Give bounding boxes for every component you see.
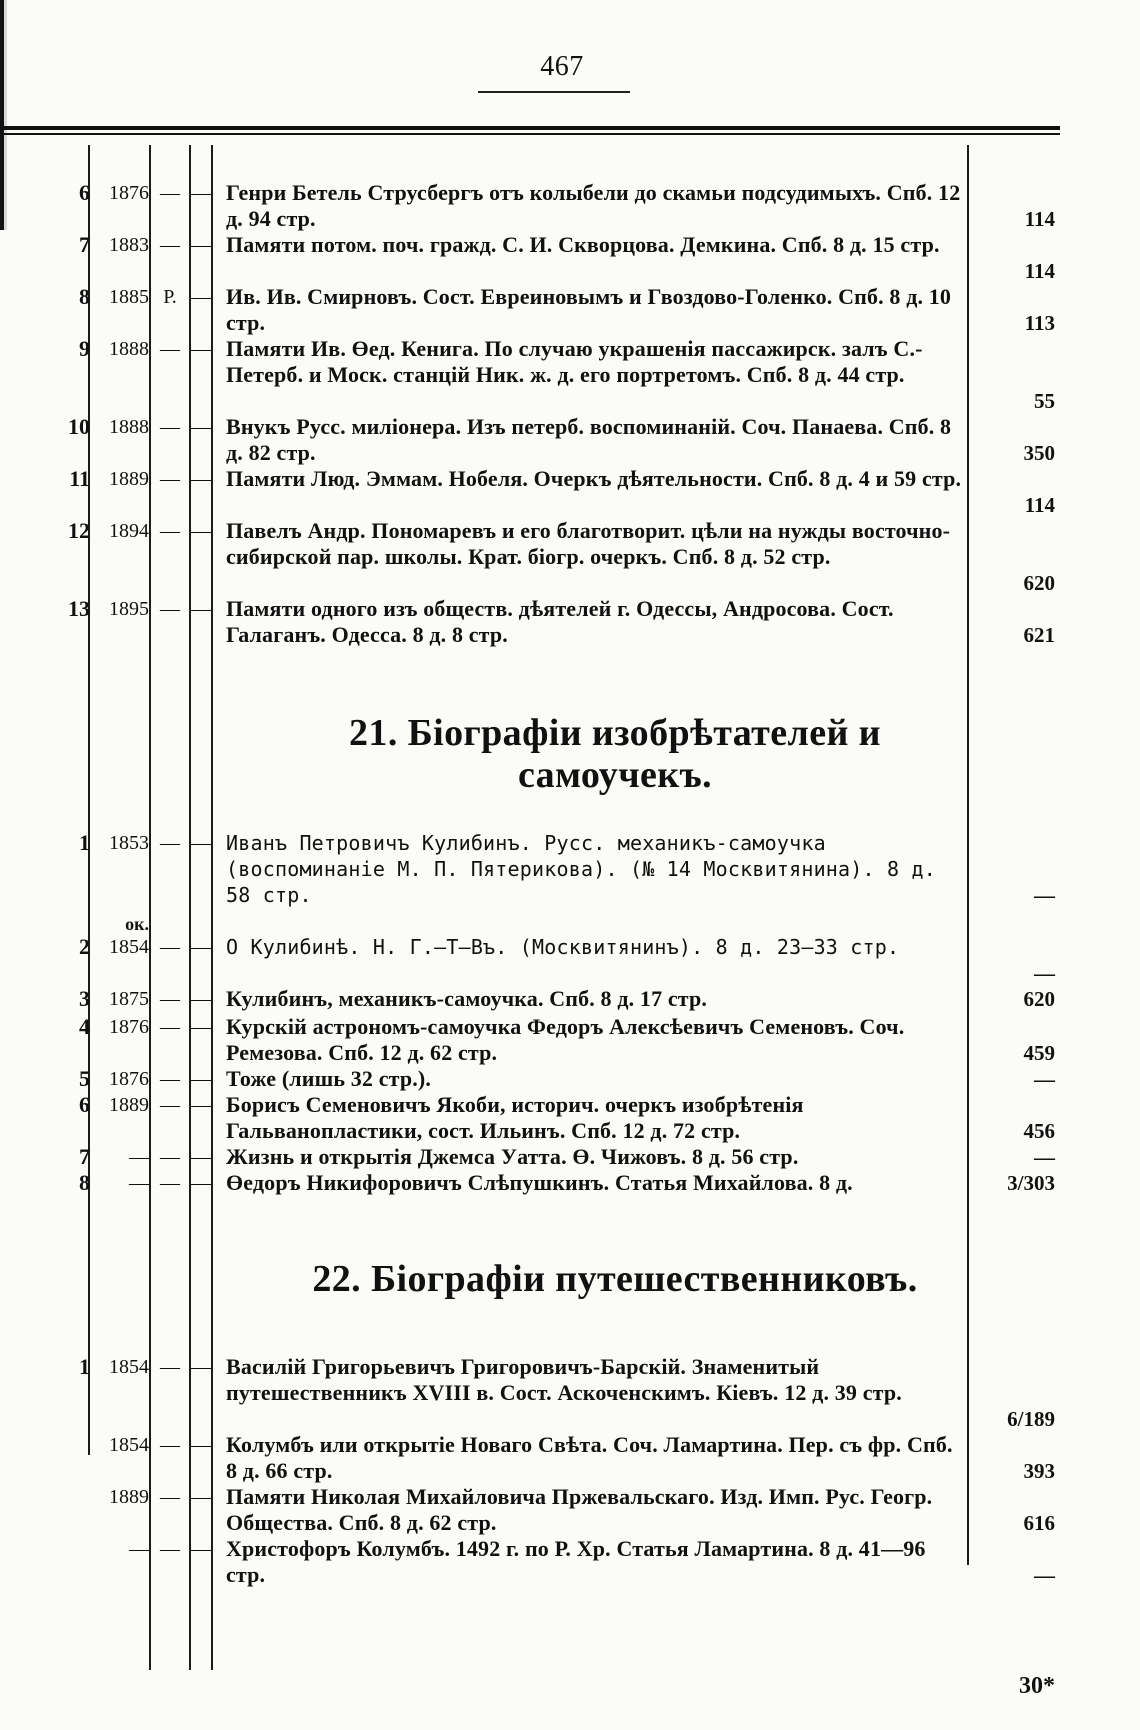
entry-year: 1889 xyxy=(109,1094,149,1116)
entry-mark-secondary: — xyxy=(191,1016,211,1038)
entry-mark-secondary: — xyxy=(191,1094,211,1116)
entry-number: 13 xyxy=(68,596,90,621)
entry-description: Курскій астрономъ-самоучка Федоръ Алексѣевичъ Семеновъ. Соч. Ремезова. Спб. 12 д. 62 стр. xyxy=(226,1014,905,1065)
entry-mark-secondary: — xyxy=(191,1068,211,1090)
entry-reference-number: — xyxy=(1034,1067,1055,1091)
entry-mark-primary: — xyxy=(160,1356,180,1378)
entry-year: 1895 xyxy=(109,598,149,620)
table-row xyxy=(0,1432,1060,1484)
entry-mark-secondary: — xyxy=(191,1356,211,1378)
entry-mark-secondary: — xyxy=(191,988,211,1010)
page-number: 467 xyxy=(540,51,584,82)
entry-mark-primary: — xyxy=(160,234,180,256)
entry-number: 7 xyxy=(79,1144,90,1169)
entry-mark-secondary: — xyxy=(191,520,211,542)
entry-year: 1876 xyxy=(109,1016,149,1038)
entry-reference-number: — xyxy=(1034,961,1055,985)
table-row xyxy=(0,914,1060,986)
entry-description: Өедоръ Никифоровичъ Слѣпушкинъ. Статья Михайлова. 8 д. xyxy=(226,1170,853,1195)
entry-mark-secondary: — xyxy=(191,234,211,256)
table-row xyxy=(0,518,1060,596)
entry-number: 1 xyxy=(79,830,90,855)
entry-mark-primary: — xyxy=(160,1172,180,1194)
footer-signature: 30* xyxy=(1019,1673,1055,1699)
entry-year: 1854 xyxy=(109,936,149,958)
top-rule-secondary xyxy=(0,133,1060,135)
entry-year: 1888 xyxy=(109,338,149,360)
table-row xyxy=(0,1354,1060,1432)
table-row xyxy=(0,1536,1060,1588)
entry-mark-primary: — xyxy=(160,338,180,360)
entry-mark-primary: — xyxy=(160,520,180,542)
table-row xyxy=(0,596,1060,648)
table-row xyxy=(0,336,1060,414)
entry-mark-secondary: — xyxy=(191,1434,211,1456)
entry-reference-number: 350 xyxy=(1023,441,1055,465)
entry-mark-primary: — xyxy=(160,1094,180,1116)
entry-description: Христофоръ Колумбъ. 1492 г. по Р. Хр. Статья Ламартина. 8 д. 41—96 стр. xyxy=(226,1536,926,1587)
table-row xyxy=(0,180,1060,232)
entry-number: 5 xyxy=(79,1066,90,1091)
entry-number: 6 xyxy=(79,1092,90,1117)
entry-mark-primary: — xyxy=(160,1486,180,1508)
entry-reference-number: 621 xyxy=(1023,623,1055,647)
section-title-inventors: 21. Біографіи изобрѣтателей и самоучекъ. xyxy=(349,712,881,796)
entry-number: 12 xyxy=(68,518,90,543)
page-number-rule xyxy=(478,91,630,93)
entry-mark-secondary: — xyxy=(191,598,211,620)
entry-mark-primary: — xyxy=(160,182,180,204)
table-row xyxy=(0,466,1060,518)
entry-reference-number: 55 xyxy=(1034,389,1055,413)
entry-description: Иванъ Петровичъ Кулибинъ. Русс. механикъ-самоучка (воспоминаніе М. П. Пятерикова). (№ 14 Москвитянина). 8 д. 58 стр. xyxy=(226,831,936,907)
entry-mark-primary: — xyxy=(160,416,180,438)
entry-reference-number: 3/303 xyxy=(1007,1171,1055,1195)
entry-reference-number: 616 xyxy=(1023,1511,1055,1535)
entry-year: 1876 xyxy=(109,1068,149,1090)
entry-year: 1875 xyxy=(109,988,149,1010)
entry-reference-number: 114 xyxy=(1024,207,1055,231)
entry-reference-number: 114 xyxy=(1024,259,1055,283)
table-row xyxy=(0,1092,1060,1144)
entry-mark-secondary: — xyxy=(191,832,211,854)
entry-description: Кулибинъ, механикъ-самоучка. Спб. 8 д. 17 стр. xyxy=(226,986,708,1011)
entry-mark-secondary: — xyxy=(191,936,211,958)
entry-description: Памяти Ив. Өед. Кенига. По случаю украшенія пассажирск. залъ С.-Петерб. и Моск. станцій Ник. ж. д. его портретомъ. Спб. 8 д. 44 стр. xyxy=(226,336,923,387)
entry-year: 1888 xyxy=(109,416,149,438)
entry-mark-secondary: — xyxy=(191,468,211,490)
entry-description: Колумбъ или открытіе Новаго Свѣта. Соч. Ламартина. Пер. съ фр. Спб. 8 д. 66 стр. xyxy=(226,1432,953,1483)
entry-reference-number: 113 xyxy=(1024,311,1055,335)
table-row xyxy=(0,414,1060,466)
entry-description: Памяти Люд. Эммам. Нобеля. Очеркъ дѣятельности. Спб. 8 д. 4 и 59 стр. xyxy=(226,466,962,491)
entry-year: 1889 xyxy=(109,468,149,490)
entry-number: 11 xyxy=(69,466,90,491)
entry-number: 10 xyxy=(68,414,90,439)
entry-mark-primary: — xyxy=(160,936,180,958)
entry-mark-secondary: — xyxy=(191,182,211,204)
entry-year: — xyxy=(129,1172,149,1194)
entry-year: 1854 xyxy=(109,1356,149,1378)
entry-mark-secondary: — xyxy=(191,416,211,438)
entry-approximate-marker: ок. xyxy=(125,914,149,934)
entry-description: Василій Григорьевичъ Григоровичъ-Барскій. Знаменитый путешественникъ XVIII в. Сост. Аскоченскимъ. Кіевъ. 12 д. 39 стр. xyxy=(226,1354,902,1405)
entry-mark-primary: — xyxy=(160,832,180,854)
entry-reference-number: 620 xyxy=(1023,571,1055,595)
entry-number: 6 xyxy=(79,180,90,205)
section-title-travelers: 22. Біографіи путешественниковъ. xyxy=(312,1258,918,1300)
entry-year: 1889 xyxy=(109,1486,149,1508)
entry-mark-primary: — xyxy=(160,1146,180,1168)
table-row xyxy=(0,232,1060,284)
entry-description: Памяти Николая Михайловича Пржевальскаго. Изд. Имп. Рус. Геогр. Общества. Спб. 8 д. 62 стр. xyxy=(226,1484,933,1535)
entry-number: 8 xyxy=(79,284,90,309)
entry-mark-primary: — xyxy=(160,1068,180,1090)
entry-year: 1876 xyxy=(109,182,149,204)
entry-reference-number: 393 xyxy=(1023,1459,1055,1483)
entry-mark-secondary: — xyxy=(191,286,211,308)
entry-description: Тоже (лишь 32 стр.). xyxy=(226,1066,432,1091)
table-row xyxy=(0,830,1060,908)
entry-reference-number: — xyxy=(1034,1145,1055,1169)
entry-description: Павелъ Андр. Пономаревъ и его благотворит. цѣли на нужды восточно-сибирской пар. школы. Крат. біогр. очеркъ. Спб. 8 д. 52 стр. xyxy=(226,518,951,569)
entry-mark-secondary: — xyxy=(191,1538,211,1560)
entry-description: Борисъ Семеновичъ Якоби, историч. очеркъ изобрѣтенія Гальванопластики, сост. Ильинъ. Спб. 12 д. 72 стр. xyxy=(226,1092,804,1143)
entry-year: — xyxy=(129,1538,149,1560)
entry-number: 3 xyxy=(79,986,90,1011)
entry-description: Генри Бетель Струсбергъ отъ колыбели до скамьи подсудимыхъ. Спб. 12 д. 94 стр. xyxy=(226,180,961,231)
entry-mark-primary: — xyxy=(160,988,180,1010)
entry-description: Ив. Ив. Смирновъ. Сост. Евреиновымъ и Гвоздово-Голенко. Спб. 8 д. 10 стр. xyxy=(226,284,952,335)
table-row xyxy=(0,1484,1060,1536)
entry-reference-number: 456 xyxy=(1023,1119,1055,1143)
entry-mark-primary: — xyxy=(160,598,180,620)
entry-description: Жизнь и открытія Джемса Уатта. Ө. Чижовъ. 8 д. 56 стр. xyxy=(226,1144,799,1169)
entry-description: О Кулибинѣ. Н. Г.—Т—Въ. (Москвитянинъ). 8 д. 23—33 стр. xyxy=(226,935,900,959)
entry-reference-number: 114 xyxy=(1024,493,1055,517)
entry-mark-primary: — xyxy=(160,468,180,490)
table-row xyxy=(0,284,1060,336)
entry-year: 1854 xyxy=(109,1434,149,1456)
entry-reference-number: 6/189 xyxy=(1007,1407,1055,1431)
entry-mark-secondary: — xyxy=(191,1172,211,1194)
entry-mark-primary: — xyxy=(160,1538,180,1560)
entry-mark-primary: Р. xyxy=(163,286,177,308)
entry-number: 8 xyxy=(79,1170,90,1195)
table-row xyxy=(0,1014,1060,1066)
entry-number: 7 xyxy=(79,232,90,257)
entry-number: 4 xyxy=(79,1014,90,1039)
entry-description: Памяти потом. поч. гражд. С. И. Скворцова. Демкина. Спб. 8 д. 15 стр. xyxy=(226,232,940,257)
entry-year: 1853 xyxy=(109,832,149,854)
entry-mark-secondary: — xyxy=(191,1146,211,1168)
entry-mark-secondary: — xyxy=(191,1486,211,1508)
entry-mark-primary: — xyxy=(160,1016,180,1038)
entry-description: Памяти одного изъ обществ. дѣятелей г. Одессы, Андросова. Сост. Галаганъ. Одесса. 8 д. 8 стр. xyxy=(226,596,894,647)
top-rule xyxy=(0,126,1060,130)
entry-mark-secondary: — xyxy=(191,338,211,360)
entry-reference-number: 459 xyxy=(1023,1041,1055,1065)
entry-year: 1885 xyxy=(109,286,149,308)
entry-reference-number: — xyxy=(1034,883,1055,907)
table-row xyxy=(0,1170,1060,1222)
entry-year: 1883 xyxy=(109,234,149,256)
entry-number: 1 xyxy=(79,1354,90,1379)
entry-description: Внукъ Русс. миліонера. Изъ петерб. воспоминаній. Соч. Панаева. Спб. 8 д. 82 стр. xyxy=(226,414,952,465)
entry-number: 2 xyxy=(79,934,90,959)
entry-mark-primary: — xyxy=(160,1434,180,1456)
entry-reference-number: — xyxy=(1034,1563,1055,1587)
entry-year: — xyxy=(129,1146,149,1168)
entry-reference-number: 620 xyxy=(1023,987,1055,1011)
entry-year: 1894 xyxy=(109,520,149,542)
entry-number: 9 xyxy=(79,336,90,361)
